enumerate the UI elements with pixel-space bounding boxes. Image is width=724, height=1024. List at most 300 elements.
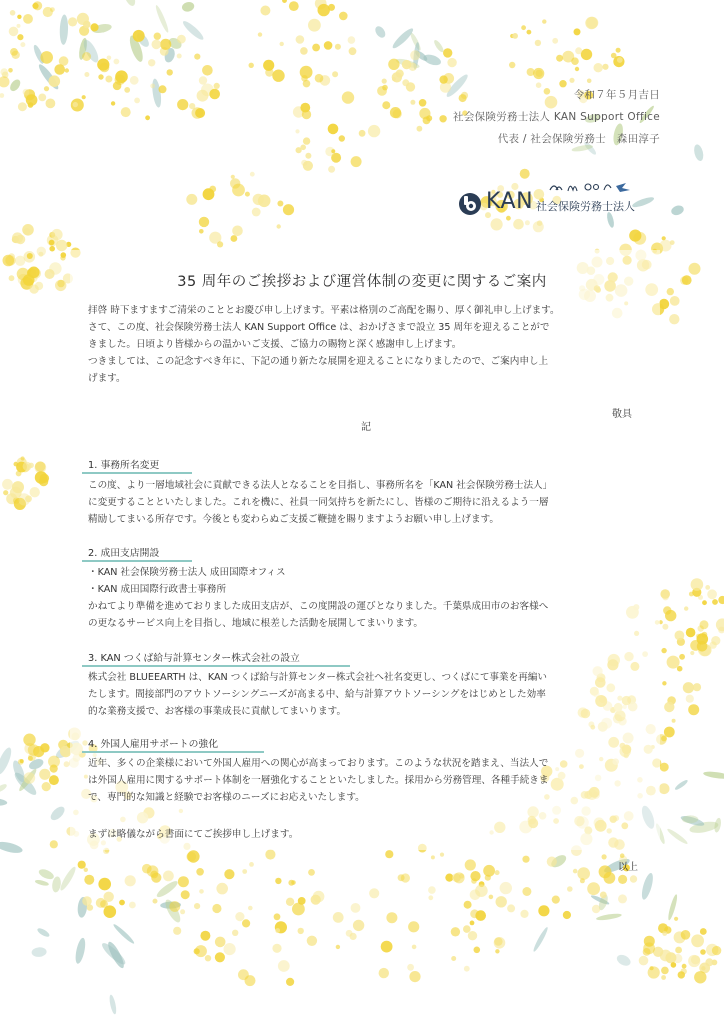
mimosa-dot bbox=[187, 850, 199, 862]
mimosa-dot bbox=[563, 911, 571, 919]
mimosa-dot bbox=[648, 966, 660, 978]
mimosa-dot bbox=[23, 89, 30, 96]
mimosa-dot bbox=[54, 64, 65, 75]
mimosa-dot bbox=[17, 24, 21, 28]
mimosa-dot bbox=[575, 47, 582, 54]
leaf-shape bbox=[36, 927, 51, 939]
mimosa-dot bbox=[661, 648, 666, 653]
mimosa-dot bbox=[585, 17, 597, 29]
mimosa-dot bbox=[177, 99, 188, 110]
mimosa-dot bbox=[307, 936, 317, 946]
mimosa-dot bbox=[379, 968, 389, 978]
mimosa-dot bbox=[27, 253, 33, 259]
mimosa-dot bbox=[522, 856, 529, 863]
mimosa-dot bbox=[177, 35, 186, 44]
leaf-shape bbox=[37, 867, 55, 881]
mimosa-dot bbox=[464, 901, 472, 909]
mimosa-dot bbox=[686, 695, 694, 703]
mimosa-dot bbox=[303, 137, 310, 144]
mimosa-dot bbox=[388, 59, 399, 70]
leaf-shape bbox=[674, 779, 689, 792]
mimosa-dot bbox=[15, 256, 25, 266]
mimosa-dot bbox=[308, 19, 321, 32]
mimosa-dot bbox=[410, 50, 420, 60]
mimosa-dot bbox=[283, 204, 294, 215]
mimosa-dot bbox=[238, 969, 249, 980]
mimosa-dot bbox=[17, 34, 23, 40]
mimosa-dot bbox=[573, 869, 578, 874]
mimosa-dot bbox=[443, 48, 452, 57]
mimosa-dot bbox=[659, 783, 670, 794]
mimosa-dot bbox=[296, 35, 305, 44]
section-line: 精励してまいる所存です。今後とも変わらぬご支援ご鞭撻を賜りますようお願い申し上げます。 bbox=[88, 514, 499, 525]
mimosa-dot bbox=[178, 876, 189, 887]
mimosa-dot bbox=[500, 882, 512, 894]
mimosa-dot bbox=[339, 135, 345, 141]
section-body-1 bbox=[88, 477, 640, 528]
mimosa-dot bbox=[533, 68, 544, 79]
mimosa-dot bbox=[616, 48, 621, 53]
mimosa-dot bbox=[44, 86, 49, 91]
mimosa-dot bbox=[301, 160, 307, 166]
leaf-shape bbox=[181, 1, 195, 13]
mimosa-dot bbox=[111, 101, 115, 105]
mimosa-dot bbox=[64, 761, 70, 767]
mimosa-dot bbox=[51, 229, 62, 240]
mimosa-dot bbox=[49, 240, 55, 246]
mimosa-dot bbox=[369, 888, 379, 898]
mimosa-dot bbox=[428, 886, 436, 894]
mimosa-dot bbox=[124, 87, 130, 93]
mimosa-dot bbox=[451, 927, 460, 936]
mimosa-dot bbox=[199, 217, 209, 227]
mimosa-dot bbox=[194, 903, 200, 909]
mimosa-dot bbox=[496, 896, 507, 907]
mimosa-dot bbox=[439, 115, 446, 122]
mimosa-dot bbox=[73, 102, 78, 107]
mimosa-dot bbox=[48, 756, 60, 768]
kan-logo-icon bbox=[458, 192, 482, 216]
mimosa-dot bbox=[454, 872, 465, 883]
section-underline bbox=[82, 472, 192, 474]
mimosa-dot bbox=[224, 943, 236, 955]
mimosa-dot bbox=[49, 75, 61, 87]
mimosa-dot bbox=[475, 910, 486, 921]
mimosa-dot bbox=[618, 894, 627, 903]
mimosa-dot bbox=[401, 873, 410, 882]
intro-line: げます。 bbox=[88, 373, 126, 384]
mimosa-dot bbox=[280, 42, 284, 46]
mimosa-dot bbox=[679, 654, 685, 660]
mimosa-dot bbox=[408, 921, 419, 932]
mimosa-dot bbox=[328, 166, 335, 173]
mimosa-dot bbox=[315, 74, 324, 83]
mimosa-dot bbox=[662, 624, 668, 630]
mimosa-dot bbox=[463, 925, 471, 933]
mimosa-dot bbox=[552, 38, 558, 44]
ijo-end-marker: 以上 bbox=[618, 862, 638, 873]
mimosa-dot bbox=[618, 875, 627, 884]
mimosa-dot bbox=[520, 910, 528, 918]
logo-subtitle: 社会保険労務士法人 bbox=[536, 200, 635, 213]
mimosa-dot bbox=[661, 967, 669, 975]
leaf-shape bbox=[122, 0, 138, 8]
mimosa-dot bbox=[298, 928, 304, 934]
mimosa-dot bbox=[509, 62, 515, 68]
mimosa-dot bbox=[215, 952, 225, 962]
leaf-shape bbox=[108, 994, 117, 1015]
mimosa-dot bbox=[2, 479, 13, 490]
mimosa-dot bbox=[336, 945, 340, 949]
mimosa-dot bbox=[328, 124, 339, 135]
mimosa-dot bbox=[349, 47, 357, 55]
mimosa-dot bbox=[382, 101, 390, 109]
mimosa-dot bbox=[382, 79, 387, 84]
mimosa-dot bbox=[235, 912, 244, 921]
mimosa-dot bbox=[242, 919, 250, 927]
mimosa-dot bbox=[707, 589, 717, 599]
mimosa-dot bbox=[286, 898, 294, 906]
mimosa-dot bbox=[686, 628, 696, 638]
mimosa-dot bbox=[134, 98, 140, 104]
section-heading-4: 4. 外国人雇用サポートの強化 bbox=[88, 739, 219, 750]
mimosa-dot bbox=[507, 904, 515, 912]
mimosa-dot bbox=[202, 65, 213, 76]
mimosa-dot bbox=[278, 960, 290, 972]
section-line: で、専門的な知識と経験でお客様のニーズにお応えいたします。 bbox=[88, 792, 365, 803]
leaf-shape bbox=[51, 876, 62, 893]
mimosa-dot bbox=[292, 903, 305, 916]
mimosa-dot bbox=[665, 610, 676, 621]
leaf-shape bbox=[433, 39, 446, 54]
section-heading-2: 2. 成田支店開設 bbox=[88, 548, 160, 559]
mimosa-dot bbox=[639, 956, 649, 966]
mimosa-dot bbox=[142, 864, 152, 874]
mimosa-dot bbox=[56, 240, 67, 251]
mimosa-dot bbox=[84, 868, 88, 872]
leaf-shape bbox=[0, 783, 8, 794]
section-line: この度、より一層地域社会に貢献できる法人となることを目指し、事務所名を「KAN 社会保険労務士法人」 bbox=[88, 480, 553, 491]
mimosa-dot bbox=[440, 853, 444, 857]
mimosa-dot bbox=[23, 228, 30, 235]
mimosa-dot bbox=[173, 927, 181, 935]
mimosa-dot bbox=[12, 481, 24, 493]
mimosa-dot bbox=[40, 474, 49, 483]
closing-remark: まずは略儀ながら書面にてご挨拶申し上げます。 bbox=[88, 829, 299, 840]
mimosa-dot bbox=[209, 89, 220, 100]
mimosa-dot bbox=[682, 964, 687, 969]
mimosa-dot bbox=[600, 892, 607, 899]
mimosa-dot bbox=[16, 471, 22, 477]
mimosa-dot bbox=[152, 40, 162, 50]
mimosa-dot bbox=[574, 28, 581, 35]
section-line: に変更することといたしました。これを機に、社員一同気持ちを新たにし、皆様のご期待に沿えるよう一層 bbox=[88, 497, 549, 508]
leaf-shape bbox=[693, 143, 705, 162]
mimosa-dot bbox=[18, 102, 27, 111]
mimosa-dot bbox=[542, 19, 546, 23]
mimosa-dot bbox=[417, 126, 423, 132]
mimosa-dot bbox=[214, 83, 220, 89]
mimosa-dot bbox=[402, 60, 411, 69]
intro-line: つきましては、この記念すべき年に、下記の通り新たな展開を迎えることになりましたので、ご案内申し上 bbox=[88, 356, 549, 367]
mimosa-dot bbox=[224, 869, 234, 879]
section-body-4 bbox=[88, 755, 640, 806]
mimosa-dot bbox=[377, 86, 387, 96]
mimosa-dot bbox=[303, 80, 311, 88]
mimosa-dot bbox=[199, 889, 204, 894]
mimosa-dot bbox=[8, 68, 13, 73]
mimosa-dot bbox=[412, 945, 417, 950]
mimosa-dot bbox=[115, 75, 126, 86]
mimosa-dot bbox=[580, 878, 585, 883]
mimosa-dot bbox=[194, 948, 200, 954]
mimosa-dot bbox=[662, 681, 666, 685]
section-heading-3: 3. KAN つくば給与計算センター株式会社の設立 bbox=[88, 653, 300, 664]
mimosa-dot bbox=[451, 956, 456, 961]
mimosa-dot bbox=[431, 855, 435, 859]
mimosa-dot bbox=[272, 70, 284, 82]
mimosa-dot bbox=[20, 42, 25, 47]
mimosa-dot bbox=[669, 314, 679, 324]
mimosa-dot bbox=[150, 871, 158, 879]
mimosa-dot bbox=[231, 235, 238, 242]
mimosa-dot bbox=[522, 887, 531, 896]
section-line: ・KAN 社会保険労務士法人 成田国際オフィス bbox=[88, 567, 286, 578]
leaf-shape bbox=[154, 4, 170, 33]
section-body-3 bbox=[88, 669, 640, 720]
section-underline bbox=[82, 560, 192, 562]
mimosa-dot bbox=[194, 54, 200, 60]
mimosa-dot bbox=[697, 641, 708, 652]
mimosa-dot bbox=[660, 240, 672, 252]
mimosa-dot bbox=[32, 3, 38, 9]
mimosa-dot bbox=[163, 871, 174, 882]
leaf-shape bbox=[58, 865, 78, 892]
mimosa-dot bbox=[691, 578, 704, 591]
mimosa-dot bbox=[346, 930, 353, 937]
mimosa-dot bbox=[368, 125, 380, 137]
mimosa-dot bbox=[35, 461, 45, 471]
section-line: たします。間接部門のアウトソーシングニーズが高まる中、給与計算アウトソーシングをはじめとした効率 bbox=[88, 689, 546, 700]
mimosa-dot bbox=[248, 906, 253, 911]
mimosa-dot bbox=[664, 702, 674, 712]
mimosa-dot bbox=[277, 224, 281, 228]
mimosa-dot bbox=[18, 759, 24, 765]
mimosa-dot bbox=[104, 905, 117, 918]
mimosa-dot bbox=[407, 964, 414, 971]
mimosa-dot bbox=[169, 901, 180, 912]
section-line: の更なるサービス向上を目指し、地域に根差した活動を展開してまいります。 bbox=[88, 618, 424, 629]
mimosa-dot bbox=[587, 79, 592, 84]
birds-icon bbox=[546, 178, 636, 194]
leaf-shape bbox=[48, 804, 67, 822]
mimosa-dot bbox=[318, 4, 330, 16]
mimosa-dot bbox=[662, 931, 667, 936]
mimosa-dot bbox=[154, 33, 161, 40]
mimosa-dot bbox=[38, 94, 46, 102]
mimosa-dot bbox=[98, 74, 103, 79]
mimosa-dot bbox=[125, 875, 136, 886]
mimosa-dot bbox=[192, 107, 204, 119]
mimosa-dot bbox=[129, 902, 136, 909]
mimosa-dot bbox=[3, 490, 8, 495]
mimosa-dot bbox=[465, 859, 476, 870]
mimosa-dot bbox=[23, 462, 32, 471]
mimosa-dot bbox=[84, 72, 89, 77]
mimosa-dot bbox=[197, 90, 209, 102]
mimosa-dot bbox=[46, 99, 56, 109]
mimosa-dot bbox=[42, 782, 51, 791]
mimosa-dot bbox=[335, 44, 341, 50]
mimosa-dot bbox=[196, 868, 204, 876]
mimosa-dot bbox=[250, 172, 255, 177]
mimosa-dot bbox=[662, 594, 669, 601]
mimosa-dot bbox=[419, 108, 430, 119]
leaf-shape bbox=[8, 78, 22, 93]
mimosa-dot bbox=[602, 64, 608, 70]
mimosa-dot bbox=[302, 110, 311, 119]
mimosa-dot bbox=[661, 975, 666, 980]
mimosa-dot bbox=[681, 930, 691, 940]
mimosa-dot bbox=[709, 641, 716, 648]
leaf-shape bbox=[373, 24, 387, 39]
mimosa-dot bbox=[107, 56, 112, 61]
ki-marker: 記 bbox=[361, 422, 371, 433]
mimosa-dot bbox=[180, 909, 185, 914]
mimosa-dot bbox=[82, 52, 91, 61]
section-line: 的な業務支援で、お客様の事業成長に貢献してまいります。 bbox=[88, 706, 347, 717]
mimosa-dot bbox=[97, 59, 109, 71]
mimosa-dot bbox=[49, 775, 59, 785]
mimosa-dot bbox=[96, 898, 106, 908]
mimosa-dot bbox=[468, 931, 477, 940]
mimosa-dot bbox=[702, 600, 707, 605]
leaf-shape bbox=[74, 937, 87, 964]
mimosa-dot bbox=[386, 912, 397, 923]
mimosa-dot bbox=[82, 95, 86, 99]
leaf-shape bbox=[422, 53, 442, 68]
mimosa-dot bbox=[667, 656, 680, 669]
mimosa-dot bbox=[670, 296, 680, 306]
section-line: ・KAN 成田国際行政書士事務所 bbox=[88, 584, 227, 595]
mimosa-dot bbox=[324, 41, 333, 50]
leaf-shape bbox=[615, 953, 632, 968]
mimosa-dot bbox=[252, 208, 261, 217]
mimosa-dot bbox=[119, 900, 125, 906]
mimosa-dot bbox=[249, 63, 254, 68]
mimosa-dot bbox=[121, 107, 131, 117]
mimosa-dot bbox=[671, 962, 677, 968]
mimosa-dot bbox=[39, 769, 50, 780]
leaf-shape bbox=[532, 926, 550, 953]
section-body-2 bbox=[88, 564, 640, 632]
mimosa-dot bbox=[694, 971, 706, 983]
mimosa-dot bbox=[678, 971, 685, 978]
mimosa-dot bbox=[381, 941, 393, 953]
leaf-shape bbox=[640, 872, 655, 901]
mimosa-dot bbox=[419, 99, 427, 107]
mimosa-dot bbox=[14, 462, 19, 467]
mimosa-dot bbox=[205, 955, 211, 961]
mimosa-dot bbox=[464, 966, 470, 972]
mimosa-dot bbox=[674, 917, 678, 921]
mimosa-dot bbox=[199, 229, 204, 234]
mimosa-dot bbox=[90, 23, 98, 31]
company-logo bbox=[458, 178, 668, 228]
mimosa-dot bbox=[232, 184, 245, 197]
intro-paragraph bbox=[88, 302, 640, 387]
mimosa-dot bbox=[633, 232, 646, 245]
mimosa-dot bbox=[333, 912, 344, 923]
mimosa-dot bbox=[145, 115, 150, 120]
mimosa-dot bbox=[700, 949, 706, 955]
leaf-shape bbox=[391, 26, 416, 50]
mimosa-dot bbox=[594, 63, 603, 72]
mimosa-dot bbox=[0, 76, 10, 87]
mimosa-dot bbox=[587, 882, 600, 895]
mimosa-dot bbox=[160, 39, 171, 50]
mimosa-dot bbox=[9, 27, 19, 37]
mimosa-dot bbox=[277, 201, 283, 207]
mimosa-dot bbox=[552, 896, 560, 904]
mimosa-dot bbox=[599, 865, 612, 878]
mimosa-dot bbox=[21, 456, 25, 460]
mimosa-dot bbox=[702, 632, 708, 638]
letter-date: 令和７年５月吉日 bbox=[573, 89, 660, 101]
mimosa-dot bbox=[470, 921, 475, 926]
mimosa-dot bbox=[512, 33, 518, 39]
section-heading-1: 1. 事務所名変更 bbox=[88, 460, 160, 471]
mimosa-dot bbox=[705, 585, 710, 590]
mimosa-dot bbox=[675, 947, 682, 954]
mimosa-dot bbox=[581, 49, 592, 60]
mimosa-dot bbox=[242, 869, 247, 874]
leaf-shape bbox=[105, 940, 126, 970]
mimosa-dot bbox=[37, 247, 46, 256]
mimosa-dot bbox=[272, 944, 281, 953]
mimosa-dot bbox=[688, 704, 699, 715]
mimosa-dot bbox=[159, 85, 167, 93]
mimosa-dot bbox=[483, 865, 495, 877]
mimosa-dot bbox=[684, 606, 688, 610]
mimosa-dot bbox=[611, 53, 617, 59]
mimosa-dot bbox=[474, 947, 481, 954]
mimosa-dot bbox=[592, 905, 600, 913]
mimosa-dot bbox=[690, 651, 694, 655]
mimosa-dot bbox=[186, 194, 197, 205]
sender-organization: 社会保険労務士法人 KAN Support Office bbox=[453, 111, 660, 123]
leaf-shape bbox=[34, 879, 49, 887]
mimosa-dot bbox=[700, 620, 709, 629]
mimosa-dot bbox=[212, 904, 221, 913]
mimosa-dot bbox=[25, 495, 32, 502]
mimosa-dot bbox=[295, 129, 299, 133]
mimosa-dot bbox=[10, 48, 18, 56]
mimosa-dot bbox=[351, 156, 362, 167]
mimosa-dot bbox=[30, 487, 40, 497]
mimosa-dot bbox=[617, 57, 623, 63]
mimosa-dot bbox=[232, 226, 243, 237]
mimosa-dot bbox=[556, 55, 563, 62]
mimosa-dot bbox=[650, 966, 654, 970]
mimosa-dot bbox=[130, 76, 139, 85]
mimosa-dot bbox=[231, 175, 235, 179]
sender-representative: 代表 / 社会保険労務士 森田淳子 bbox=[497, 133, 660, 145]
mimosa-dot bbox=[700, 928, 707, 935]
mimosa-dot bbox=[359, 130, 366, 137]
mimosa-dot bbox=[712, 599, 718, 605]
intro-line: さて、この度、社会保険労務士法人 KAN Support Office は、おかげさまで設立 35 周年を迎えることがで bbox=[88, 322, 550, 333]
